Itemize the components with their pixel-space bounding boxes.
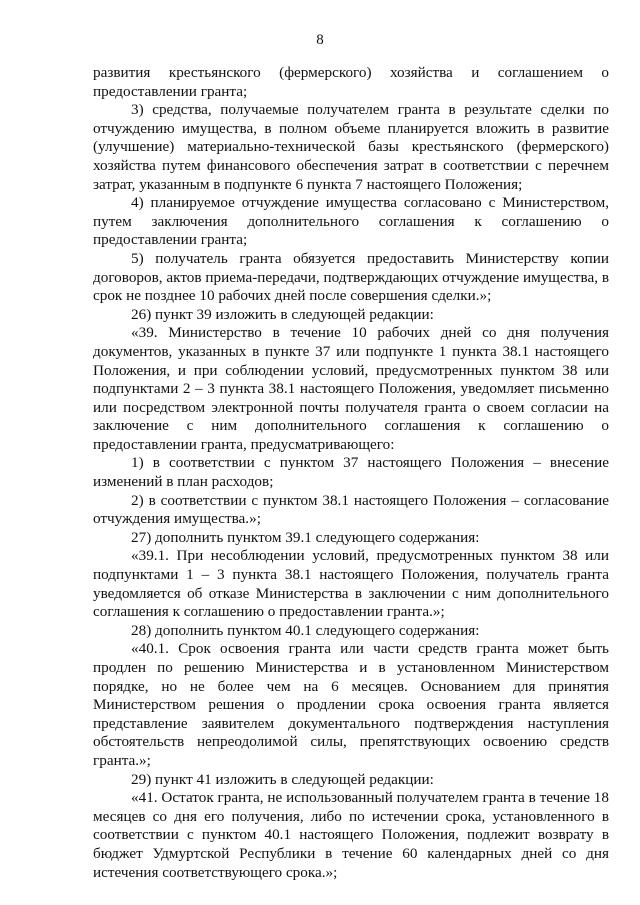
paragraph-item-3: 3) средства, получаемые получателем гранта в результате сделки по отчуждению имущества, в полном объеме планируется вложить в развитие (улучшение) материально-технической базы крестьянского (фермерского) хозяйства путем финансового обеспечения затрат в соответствии с перечнем затрат, указанным в подпункте 6 пункта 7 настоящего Положения;	[93, 101, 609, 193]
paragraph-amendment-27: 27) дополнить пунктом 39.1 следующего содержания:	[131, 528, 480, 546]
paragraph-clause-39: «39. Министерство в течение 10 рабочих дней со дня получения документов, указанных в пункте 37 или подпункте 1 пункта 38.1 настоящего Положения, и при соблюдении условий, предусмотренных пунктом 38 или подпунктами 2 – 3 пункта 38.1 настоящего Положения, уведомляет письменно или посредством электронной почты получателя гранта о своем согласии на заключение с ним дополнительного соглашения к соглашению о предоставлении гранта, предусматривающего:	[93, 324, 609, 453]
page-number: 8	[316, 32, 324, 48]
paragraph-amendment-28: 28) дополнить пунктом 40.1 следующего содержания:	[131, 621, 480, 639]
paragraph-clause-39-item-2: 2) в соответствии с пунктом 38.1 настоящего Положения – согласование отчуждения имущества.»;	[93, 491, 609, 528]
paragraph-clause-40-1: «40.1. Срок освоения гранта или части средств гранта может быть продлен по решению Министерства и в установленном Министерством порядке, но не более чем на 6 месяцев. Основанием для принятия Министерством решения о продлении срока освоения гранта является представление заявителем документального подтверждения наступления обстоятельств непреодолимой силы, препятствующих освоению средств гранта.»;	[93, 640, 609, 769]
paragraph-clause-39-1: «39.1. При несоблюдении условий, предусмотренных пунктом 38 или подпунктами 1 – 3 пункта 38.1 настоящего Положения, получатель гранта уведомляется об отказе Министерства в заключении с ним дополнительного соглашения к соглашению о предоставлении гранта.»;	[93, 547, 609, 621]
paragraph-amendment-29: 29) пункт 41 изложить в следующей редакции:	[131, 770, 434, 788]
paragraph-item-5: 5) получатель гранта обязуется предоставить Министерству копии договоров, актов приема-передачи, подтверждающих отчуждение имущества, в срок не позднее 10 рабочих дней после совершения сделки.»;	[93, 249, 609, 305]
paragraph-clause-41: «41. Остаток гранта, не использованный получателем гранта в течение 18 месяцев со дня его получения, либо по истечении срока, установленного в соответствии с пунктом 40.1 настоящего Положения, подлежит возврату в бюджет Удмуртской Республики в течение 60 календарных дней со дня истечения соответствующего срока.»;	[93, 789, 609, 881]
document-body	[93, 64, 609, 882]
paragraph-clause-39-item-1: 1) в соответствии с пунктом 37 настоящего Положения – внесение изменений в план расходов;	[93, 454, 609, 491]
paragraph-continuation: развития крестьянского (фермерского) хозяйства и соглашением о предоставлении гранта;	[93, 64, 609, 100]
paragraph-item-4: 4) планируемое отчуждение имущества согласовано с Министерством, путем заключения дополнительного соглашения к соглашению о предоставлении гранта;	[93, 194, 609, 249]
paragraph-amendment-26: 26) пункт 39 изложить в следующей редакции:	[131, 305, 434, 323]
